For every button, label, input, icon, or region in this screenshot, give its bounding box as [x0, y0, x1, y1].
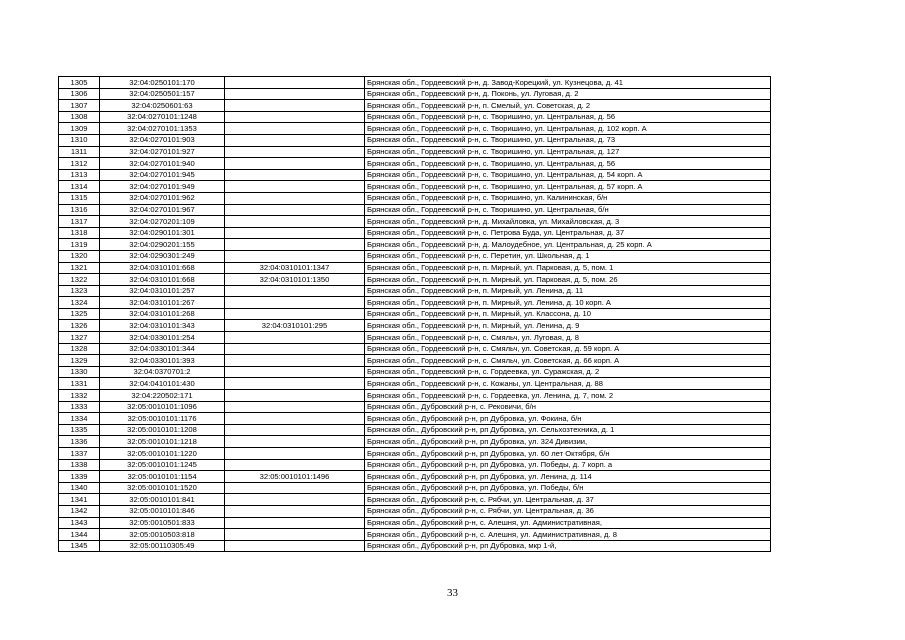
cadastral-number-cell: 32:04:0290301:249: [100, 250, 225, 262]
address-cell: Брянская обл., Гордеевский р-н, с. Творишино, ул. Центральная, д. 73: [365, 134, 771, 146]
related-cadastral-number-cell: [225, 448, 365, 460]
table-row: [59, 401, 771, 413]
address-cell: Брянская обл., Дубровский р-н, рп Дубровка, ул. Фокина, б/н: [365, 413, 771, 425]
related-cadastral-number-cell: [225, 540, 365, 552]
table-row: [59, 274, 771, 286]
row-number-cell: 1329: [59, 355, 100, 367]
address-cell: Брянская обл., Гордеевский р-н, с. Творишино, ул. Калининская, б/н: [365, 192, 771, 204]
address-cell: Брянская обл., Гордеевский р-н, п. Смелый, ул. Советская, д. 2: [365, 100, 771, 112]
cadastral-number-cell: 32:04:0310101:267: [100, 297, 225, 309]
row-number-cell: 1307: [59, 100, 100, 112]
row-number-cell: 1321: [59, 262, 100, 274]
cadastral-number-cell: 32:04:0310101:343: [100, 320, 225, 332]
address-cell: Брянская обл., Дубровский р-н, рп Дубровка, ул. Сельхозтехника, д. 1: [365, 424, 771, 436]
related-cadastral-number-cell: [225, 204, 365, 216]
related-cadastral-number-cell: [225, 146, 365, 158]
cadastral-number-cell: 32:04:220502:171: [100, 390, 225, 402]
row-number-cell: 1341: [59, 494, 100, 506]
address-cell: Брянская обл., Дубровский р-н, рп Дубровка, ул. 60 лет Октября, б/н: [365, 448, 771, 460]
cadastral-number-cell: 32:05:0010101:1218: [100, 436, 225, 448]
row-number-cell: 1324: [59, 297, 100, 309]
cadastral-number-cell: 32:04:0330101:393: [100, 355, 225, 367]
row-number-cell: 1342: [59, 505, 100, 517]
related-cadastral-number-cell: 32:05:0010101:1496: [225, 471, 365, 483]
cadastral-number-cell: 32:05:0010101:846: [100, 505, 225, 517]
property-table: [58, 76, 771, 552]
table-row: [59, 285, 771, 297]
related-cadastral-number-cell: [225, 332, 365, 344]
cadastral-number-cell: 32:04:0270201:109: [100, 216, 225, 228]
related-cadastral-number-cell: [225, 436, 365, 448]
address-cell: Брянская обл., Гордеевский р-н, с. Творишино, ул. Центральная, д. 56: [365, 111, 771, 123]
row-number-cell: 1320: [59, 250, 100, 262]
related-cadastral-number-cell: [225, 378, 365, 390]
table-row: [59, 123, 771, 135]
cadastral-number-cell: 32:04:0270101:949: [100, 181, 225, 193]
address-cell: Брянская обл., Гордеевский р-н, п. Мирный, ул. Ленина, д. 9: [365, 320, 771, 332]
table-row: [59, 459, 771, 471]
address-cell: Брянская обл., Гордеевский р-н, с. Смяльч, ул. Луговая, д. 8: [365, 332, 771, 344]
address-cell: Брянская обл., Гордеевский р-н, д. Михайловка, ул. Михайловская, д. 3: [365, 216, 771, 228]
address-cell: Брянская обл., Гордеевский р-н, с. Творишино, ул. Центральная, д. 102 корп. А: [365, 123, 771, 135]
address-cell: Брянская обл., Дубровский р-н, с. Рековичи, б/н: [365, 401, 771, 413]
cadastral-number-cell: 32:04:0270101:903: [100, 134, 225, 146]
row-number-cell: 1305: [59, 77, 100, 89]
cadastral-number-cell: 32:05:0010503:818: [100, 529, 225, 541]
related-cadastral-number-cell: [225, 297, 365, 309]
table-row: [59, 343, 771, 355]
related-cadastral-number-cell: [225, 390, 365, 402]
address-cell: Брянская обл., Дубровский р-н, с. Рябчи, ул. Центральная, д. 36: [365, 505, 771, 517]
related-cadastral-number-cell: [225, 169, 365, 181]
cadastral-number-cell: 32:04:0290101:301: [100, 227, 225, 239]
address-cell: Брянская обл., Дубровский р-н, с. Рябчи, ул. Центральная, д. 37: [365, 494, 771, 506]
row-number-cell: 1325: [59, 308, 100, 320]
address-cell: Брянская обл., Дубровский р-н, рп Дубровка, ул. 324 Дивизии,: [365, 436, 771, 448]
cadastral-number-cell: 32:04:0270101:1353: [100, 123, 225, 135]
table-row: [59, 320, 771, 332]
table-row: [59, 192, 771, 204]
address-cell: Брянская обл., Гордеевский р-н, с. Гордеевка, ул. Суражская, д. 2: [365, 366, 771, 378]
address-cell: Брянская обл., Гордеевский р-н, с. Смяльч, ул. Советская, д. 59 корп. А: [365, 343, 771, 355]
row-number-cell: 1306: [59, 88, 100, 100]
row-number-cell: 1331: [59, 378, 100, 390]
cadastral-number-cell: 32:04:0310101:668: [100, 274, 225, 286]
related-cadastral-number-cell: [225, 77, 365, 89]
related-cadastral-number-cell: 32:04:0310101:1350: [225, 274, 365, 286]
row-number-cell: 1310: [59, 134, 100, 146]
address-cell: Брянская обл., Гордеевский р-н, с. Кожаны, ул. Центральная, д. 88: [365, 378, 771, 390]
cadastral-number-cell: 32:05:0010101:1096: [100, 401, 225, 413]
address-cell: Брянская обл., Гордеевский р-н, с. Творишино, ул. Центральная, д. 127: [365, 146, 771, 158]
cadastral-number-cell: 32:04:0410101:430: [100, 378, 225, 390]
address-cell: Брянская обл., Гордеевский р-н, п. Мирный, ул. Ленина, д. 11: [365, 285, 771, 297]
related-cadastral-number-cell: [225, 216, 365, 228]
table-row: [59, 88, 771, 100]
cadastral-number-cell: 32:04:0250101:170: [100, 77, 225, 89]
cadastral-number-cell: 32:05:0010101:1220: [100, 448, 225, 460]
address-cell: Брянская обл., Гордеевский р-н, д. Малоудебное, ул. Центральная, д. 25 корп. А: [365, 239, 771, 251]
cadastral-number-cell: 32:05:0010101:1245: [100, 459, 225, 471]
related-cadastral-number-cell: [225, 250, 365, 262]
row-number-cell: 1326: [59, 320, 100, 332]
address-cell: Брянская обл., Гордеевский р-н, п. Мирный, ул. Парковая, д. 5, пом. 1: [365, 262, 771, 274]
related-cadastral-number-cell: 32:04:0310101:295: [225, 320, 365, 332]
related-cadastral-number-cell: [225, 123, 365, 135]
related-cadastral-number-cell: [225, 227, 365, 239]
related-cadastral-number-cell: [225, 308, 365, 320]
table-body: [59, 77, 771, 552]
table-row: [59, 181, 771, 193]
address-cell: Брянская обл., Гордеевский р-н, д. Поконь, ул. Луговая, д. 2: [365, 88, 771, 100]
row-number-cell: 1314: [59, 181, 100, 193]
cadastral-number-cell: 32:05:0010101:1154: [100, 471, 225, 483]
cadastral-number-cell: 32:05:0010101:1208: [100, 424, 225, 436]
related-cadastral-number-cell: [225, 343, 365, 355]
table-row: [59, 366, 771, 378]
table-row: [59, 250, 771, 262]
address-cell: Брянская обл., Гордеевский р-н, с. Перетин, ул. Школьная, д. 1: [365, 250, 771, 262]
related-cadastral-number-cell: [225, 158, 365, 170]
row-number-cell: 1313: [59, 169, 100, 181]
address-cell: Брянская обл., Гордеевский р-н, с. Творишино, ул. Центральная, б/н: [365, 204, 771, 216]
related-cadastral-number-cell: [225, 239, 365, 251]
row-number-cell: 1308: [59, 111, 100, 123]
cadastral-number-cell: 32:05:0010501:833: [100, 517, 225, 529]
address-cell: Брянская обл., Гордеевский р-н, с. Смяльч, ул. Советская, д. 66 корп. А: [365, 355, 771, 367]
address-cell: Брянская обл., Гордеевский р-н, п. Мирный, ул. Парковая, д. 5, пом. 26: [365, 274, 771, 286]
table-row: [59, 529, 771, 541]
related-cadastral-number-cell: [225, 529, 365, 541]
row-number-cell: 1337: [59, 448, 100, 460]
table-row: [59, 332, 771, 344]
address-cell: Брянская обл., Дубровский р-н, рп Дубровка, мкр 1-й,: [365, 540, 771, 552]
address-cell: Брянская обл., Дубровский р-н, с. Алешня, ул. Административная,: [365, 517, 771, 529]
row-number-cell: 1338: [59, 459, 100, 471]
table-row: [59, 100, 771, 112]
address-cell: Брянская обл., Гордеевский р-н, с. Творишино, ул. Центральная, д. 57 корп. А: [365, 181, 771, 193]
row-number-cell: 1311: [59, 146, 100, 158]
related-cadastral-number-cell: [225, 285, 365, 297]
table-row: [59, 448, 771, 460]
page-number: 33: [447, 587, 458, 599]
cadastral-number-cell: 32:04:0270101:927: [100, 146, 225, 158]
table-row: [59, 378, 771, 390]
row-number-cell: 1339: [59, 471, 100, 483]
address-cell: Брянская обл., Гордеевский р-н, с. Петрова Буда, ул. Центральная, д. 37: [365, 227, 771, 239]
related-cadastral-number-cell: [225, 517, 365, 529]
cadastral-number-cell: 32:04:0270101:967: [100, 204, 225, 216]
address-cell: Брянская обл., Дубровский р-н, рп Дубровка, ул. Победы, д. 7 корп. а: [365, 459, 771, 471]
row-number-cell: 1318: [59, 227, 100, 239]
related-cadastral-number-cell: [225, 366, 365, 378]
row-number-cell: 1319: [59, 239, 100, 251]
row-number-cell: 1344: [59, 529, 100, 541]
cadastral-number-cell: 32:04:0370701:2: [100, 366, 225, 378]
table-row: [59, 540, 771, 552]
row-number-cell: 1336: [59, 436, 100, 448]
related-cadastral-number-cell: [225, 401, 365, 413]
cadastral-number-cell: 32:04:0310101:668: [100, 262, 225, 274]
address-cell: Брянская обл., Дубровский р-н, рп Дубровка, ул. Победы, б/н: [365, 482, 771, 494]
row-number-cell: 1334: [59, 413, 100, 425]
table-row: [59, 297, 771, 309]
table-row: [59, 413, 771, 425]
row-number-cell: 1322: [59, 274, 100, 286]
row-number-cell: 1335: [59, 424, 100, 436]
cadastral-number-cell: 32:04:0270101:945: [100, 169, 225, 181]
related-cadastral-number-cell: 32:04:0310101:1347: [225, 262, 365, 274]
row-number-cell: 1315: [59, 192, 100, 204]
address-cell: Брянская обл., Гордеевский р-н, д. Завод-Корецкий, ул. Кузнецова, д. 41: [365, 77, 771, 89]
address-cell: Брянская обл., Гордеевский р-н, с. Гордеевка, ул. Ленина, д. 7, пом. 2: [365, 390, 771, 402]
related-cadastral-number-cell: [225, 424, 365, 436]
table-row: [59, 204, 771, 216]
cadastral-number-cell: 32:05:0010101:1176: [100, 413, 225, 425]
related-cadastral-number-cell: [225, 134, 365, 146]
row-number-cell: 1323: [59, 285, 100, 297]
table-row: [59, 262, 771, 274]
related-cadastral-number-cell: [225, 111, 365, 123]
cadastral-number-cell: 32:04:0270101:940: [100, 158, 225, 170]
address-cell: Брянская обл., Гордеевский р-н, с. Творишино, ул. Центральная, д. 56: [365, 158, 771, 170]
cadastral-number-cell: 32:04:0290201:155: [100, 239, 225, 251]
table-row: [59, 169, 771, 181]
table-row: [59, 424, 771, 436]
table-row: [59, 482, 771, 494]
cadastral-number-cell: 32:04:0270101:1248: [100, 111, 225, 123]
table-row: [59, 77, 771, 89]
address-cell: Брянская обл., Дубровский р-н, рп Дубровка, ул. Ленина, д. 114: [365, 471, 771, 483]
row-number-cell: 1317: [59, 216, 100, 228]
address-cell: Брянская обл., Дубровский р-н, с. Алешня, ул. Административная, д. 8: [365, 529, 771, 541]
row-number-cell: 1312: [59, 158, 100, 170]
table-row: [59, 355, 771, 367]
cadastral-number-cell: 32:04:0330101:254: [100, 332, 225, 344]
row-number-cell: 1340: [59, 482, 100, 494]
related-cadastral-number-cell: [225, 505, 365, 517]
related-cadastral-number-cell: [225, 181, 365, 193]
cadastral-number-cell: 32:05:0010101:841: [100, 494, 225, 506]
cadastral-number-cell: 32:05:0010101:1520: [100, 482, 225, 494]
table-row: [59, 227, 771, 239]
row-number-cell: 1309: [59, 123, 100, 135]
row-number-cell: 1333: [59, 401, 100, 413]
row-number-cell: 1330: [59, 366, 100, 378]
table-row: [59, 158, 771, 170]
related-cadastral-number-cell: [225, 482, 365, 494]
table-row: [59, 471, 771, 483]
cadastral-number-cell: 32:04:0250501:157: [100, 88, 225, 100]
cadastral-number-cell: 32:04:0270101:962: [100, 192, 225, 204]
cadastral-number-cell: 32:04:0250601:63: [100, 100, 225, 112]
row-number-cell: 1345: [59, 540, 100, 552]
row-number-cell: 1343: [59, 517, 100, 529]
table-row: [59, 134, 771, 146]
related-cadastral-number-cell: [225, 413, 365, 425]
table-row: [59, 216, 771, 228]
table-row: [59, 111, 771, 123]
related-cadastral-number-cell: [225, 355, 365, 367]
related-cadastral-number-cell: [225, 494, 365, 506]
row-number-cell: 1328: [59, 343, 100, 355]
cadastral-number-cell: 32:05:00110305:49: [100, 540, 225, 552]
address-cell: Брянская обл., Гордеевский р-н, с. Творишино, ул. Центральная, д. 54 корп. А: [365, 169, 771, 181]
address-cell: Брянская обл., Гордеевский р-н, п. Мирный, ул. Классона, д. 10: [365, 308, 771, 320]
table-row: [59, 308, 771, 320]
cadastral-number-cell: 32:04:0310101:268: [100, 308, 225, 320]
table-row: [59, 146, 771, 158]
cadastral-number-cell: 32:04:0330101:344: [100, 343, 225, 355]
table-row: [59, 517, 771, 529]
address-cell: Брянская обл., Гордеевский р-н, п. Мирный, ул. Ленина, д. 10 корп. А: [365, 297, 771, 309]
related-cadastral-number-cell: [225, 88, 365, 100]
related-cadastral-number-cell: [225, 192, 365, 204]
row-number-cell: 1332: [59, 390, 100, 402]
table-row: [59, 505, 771, 517]
related-cadastral-number-cell: [225, 459, 365, 471]
row-number-cell: 1316: [59, 204, 100, 216]
table-row: [59, 494, 771, 506]
cadastral-number-cell: 32:04:0310101:257: [100, 285, 225, 297]
row-number-cell: 1327: [59, 332, 100, 344]
table-row: [59, 390, 771, 402]
table-row: [59, 239, 771, 251]
related-cadastral-number-cell: [225, 100, 365, 112]
table-row: [59, 436, 771, 448]
